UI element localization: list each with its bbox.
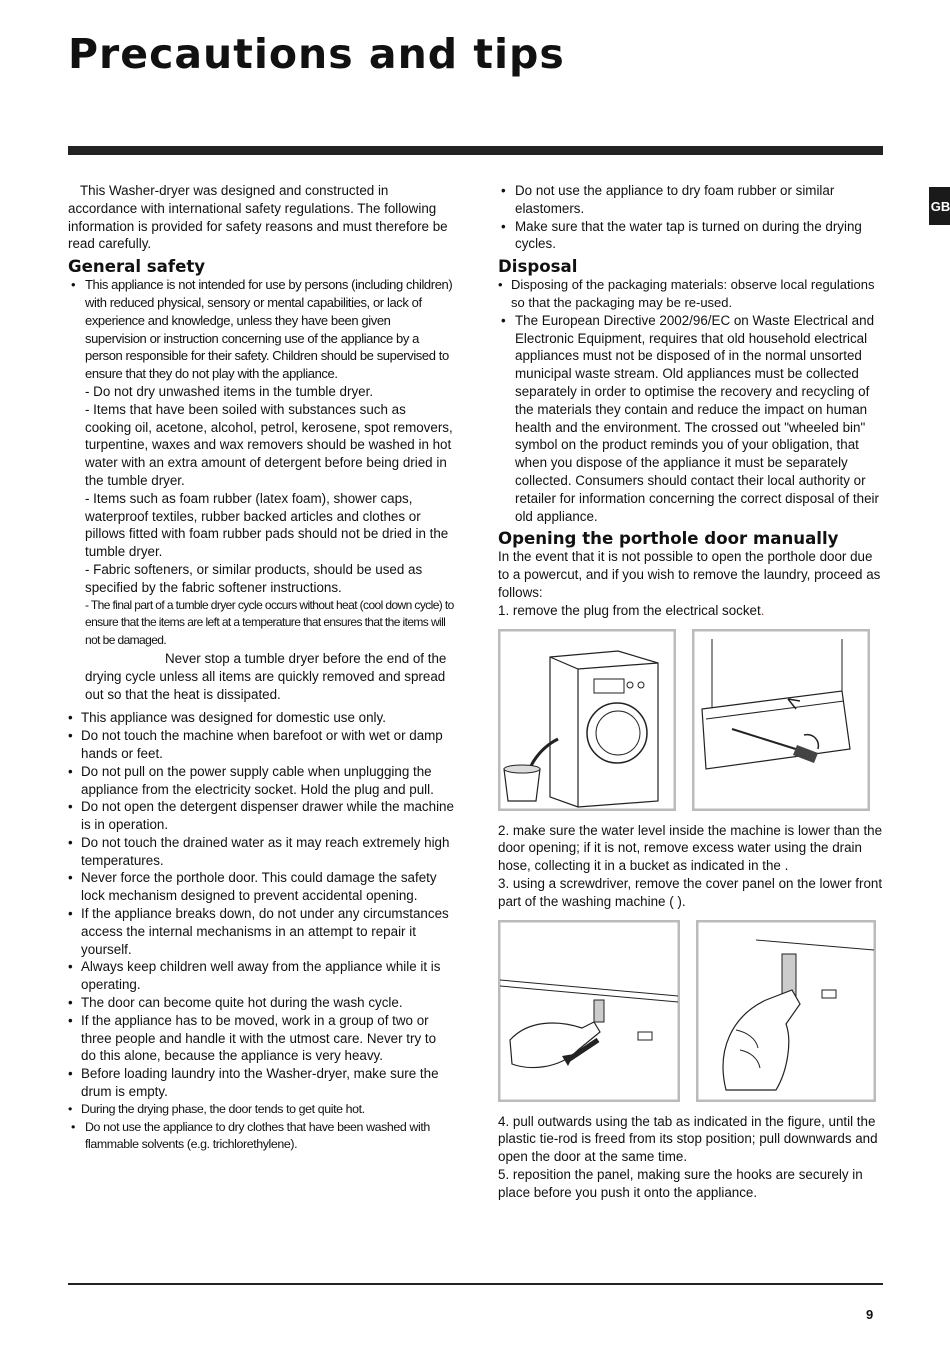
page-title: Precautions and tips: [68, 30, 565, 78]
disposal-list: [498, 276, 886, 525]
porthole-intro: In the event that it is not possible to open the porthole door due to a powercut, and if you wish to remove the laundry, proceed as follows:: [498, 549, 881, 600]
page-number: 9: [866, 1307, 874, 1322]
list-item: • Do not pull on the power supply cable when unplugging the appliance from the electricity socket. Hold the plug and pull.: [68, 763, 454, 799]
step-3: 3. using a screwdriver, remove the cover panel on the lower front part of the washing machine ( ).: [498, 875, 883, 909]
pull-tab-illustration: [498, 920, 680, 1102]
step-2: 2. make sure the water level inside the machine is lower than the door opening; if it is not, remove excess water using the drain hose, collecting it in a bucket as indicated in the .: [498, 822, 883, 874]
step-4: 4. pull outwards using the tab as indicated in the figure, until the plastic tie-rod is freed from its stop position; pull downwards and open the door at the same time.: [498, 1113, 878, 1165]
step-5: 5. reposition the panel, making sure the hooks are securely in place before you push it onto the appliance.: [498, 1166, 863, 1200]
list-item: • Do not touch the machine when barefoot or with wet or damp hands or feet.: [68, 727, 454, 763]
dash-item: - The final part of a tumble dryer cycle occurs without heat (cool down cycle) to ensure that the items are left at a temperature that ensures that the items will not be damaged.: [85, 597, 454, 648]
left-column: [68, 182, 454, 1154]
safety-bullets: [68, 709, 454, 1154]
header-rule: [68, 146, 883, 155]
list-item: • The European Directive 2002/96/EC on Waste Electrical and Electronic Equipment, requires that old household electrical appliances must not be disposed of in the normal unsorted municipal waste stream. Old appliances must be collected separately in order to optimise the recovery and recycling of the materials they contain and reduce the impact on human health and the environment. The crossed out "wheeled bin" symbol on the product reminds you of your obligation, that when you dispose of the appliance it must be separately collected. Consumers should contact their local authority or retailer for information concerning the correct disposal of their old appliance.: [498, 312, 886, 526]
screwdriver-panel-illustration: [692, 629, 870, 811]
figure-row-1: [498, 629, 886, 811]
drain-hose-illustration: [498, 629, 676, 811]
list-item: • Never force the porthole door. This could damage the safety lock mechanism designed to prevent accidental opening.: [68, 869, 454, 905]
list-item: • If the appliance has to be moved, work in a group of two or three people and handle it with the utmost care. Never try to do this alone, because the appliance is very heavy.: [68, 1012, 454, 1065]
never-stop-note: Never stop a tumble dryer before the end of the drying cycle unless all items are quickly removed and spread out so that the heat is dissipated.: [85, 650, 447, 702]
dash-item: - Do not dry unwashed items in the tumble dryer.: [85, 383, 374, 399]
dash-item: - Fabric softeners, or similar products, should be used as specified by the fabric softener instructions.: [85, 561, 423, 595]
list-item: • This appliance is not intended for use by persons (including children) with reduced physical, sensory or mental capabilities, or lack of experience and knowledge, unless they have been given supervision or instruction concerning use of the appliance by a person responsible for their safety. Children should be supervised to ensure that they do not play with the appliance.: [68, 276, 454, 383]
disposal-heading: Disposal: [498, 257, 578, 277]
porthole-heading: Opening the porthole door manually: [498, 529, 839, 549]
list-item: • Before loading laundry into the Washer-dryer, make sure the drum is empty.: [68, 1065, 454, 1101]
general-safety-list: [68, 276, 454, 383]
list-item: • The door can become quite hot during the wash cycle.: [68, 994, 454, 1012]
right-column: [498, 182, 886, 1202]
step-1-dot: .: [760, 602, 765, 618]
dryer-bullets: [498, 182, 886, 253]
list-item: • Do not touch the drained water as it may reach extremely high temperatures.: [68, 834, 454, 870]
list-item: • Always keep children well away from the appliance while it is operating.: [68, 958, 454, 994]
hand-tab-illustration: [696, 920, 876, 1102]
list-item: • Disposing of the packaging materials: observe local regulations so that the packaging may be re-used.: [498, 276, 886, 312]
list-item: • Do not use the appliance to dry foam rubber or similar elastomers.: [498, 182, 886, 218]
language-tab: GB: [929, 187, 950, 225]
general-safety-heading: General safety: [68, 257, 206, 277]
list-item: • Make sure that the water tap is turned on during the drying cycles.: [498, 218, 886, 254]
dash-item: - Items that have been soiled with substances such as cooking oil, acetone, alcohol, petrol, kerosene, spot removers, turpentine, waxes and wax removers should be washed in hot water with an extra amount of detergent before being dried in the tumble dryer.: [85, 401, 453, 488]
list-item: • If the appliance breaks down, do not under any circumstances access the internal mechanisms in an attempt to repair it yourself.: [68, 905, 454, 958]
step-1: [498, 602, 886, 620]
figure-row-2: [498, 920, 886, 1102]
step-1-text: 1. remove the plug from the electrical socket: [498, 602, 761, 618]
list-item: • Do not use the appliance to dry clothes that have been washed with flammable solvents (e.g. trichlorethylene).: [68, 1119, 454, 1155]
list-item: • Do not open the detergent dispenser drawer while the machine is in operation.: [68, 798, 454, 834]
footer-rule: [68, 1283, 883, 1285]
list-item: • This appliance was designed for domestic use only.: [68, 709, 454, 727]
dash-item: - Items such as foam rubber (latex foam), shower caps, waterproof textiles, rubber backed articles and clothes or pillows fitted with foam rubber pads should not be dried in the tumble dryer.: [85, 490, 449, 560]
list-item: • During the drying phase, the door tends to get quite hot.: [68, 1101, 454, 1119]
intro-paragraph: This Washer-dryer was designed and constructed in accordance with international safety regulations. The following information is provided for safety reasons and must therefore be read carefully.: [68, 183, 448, 252]
